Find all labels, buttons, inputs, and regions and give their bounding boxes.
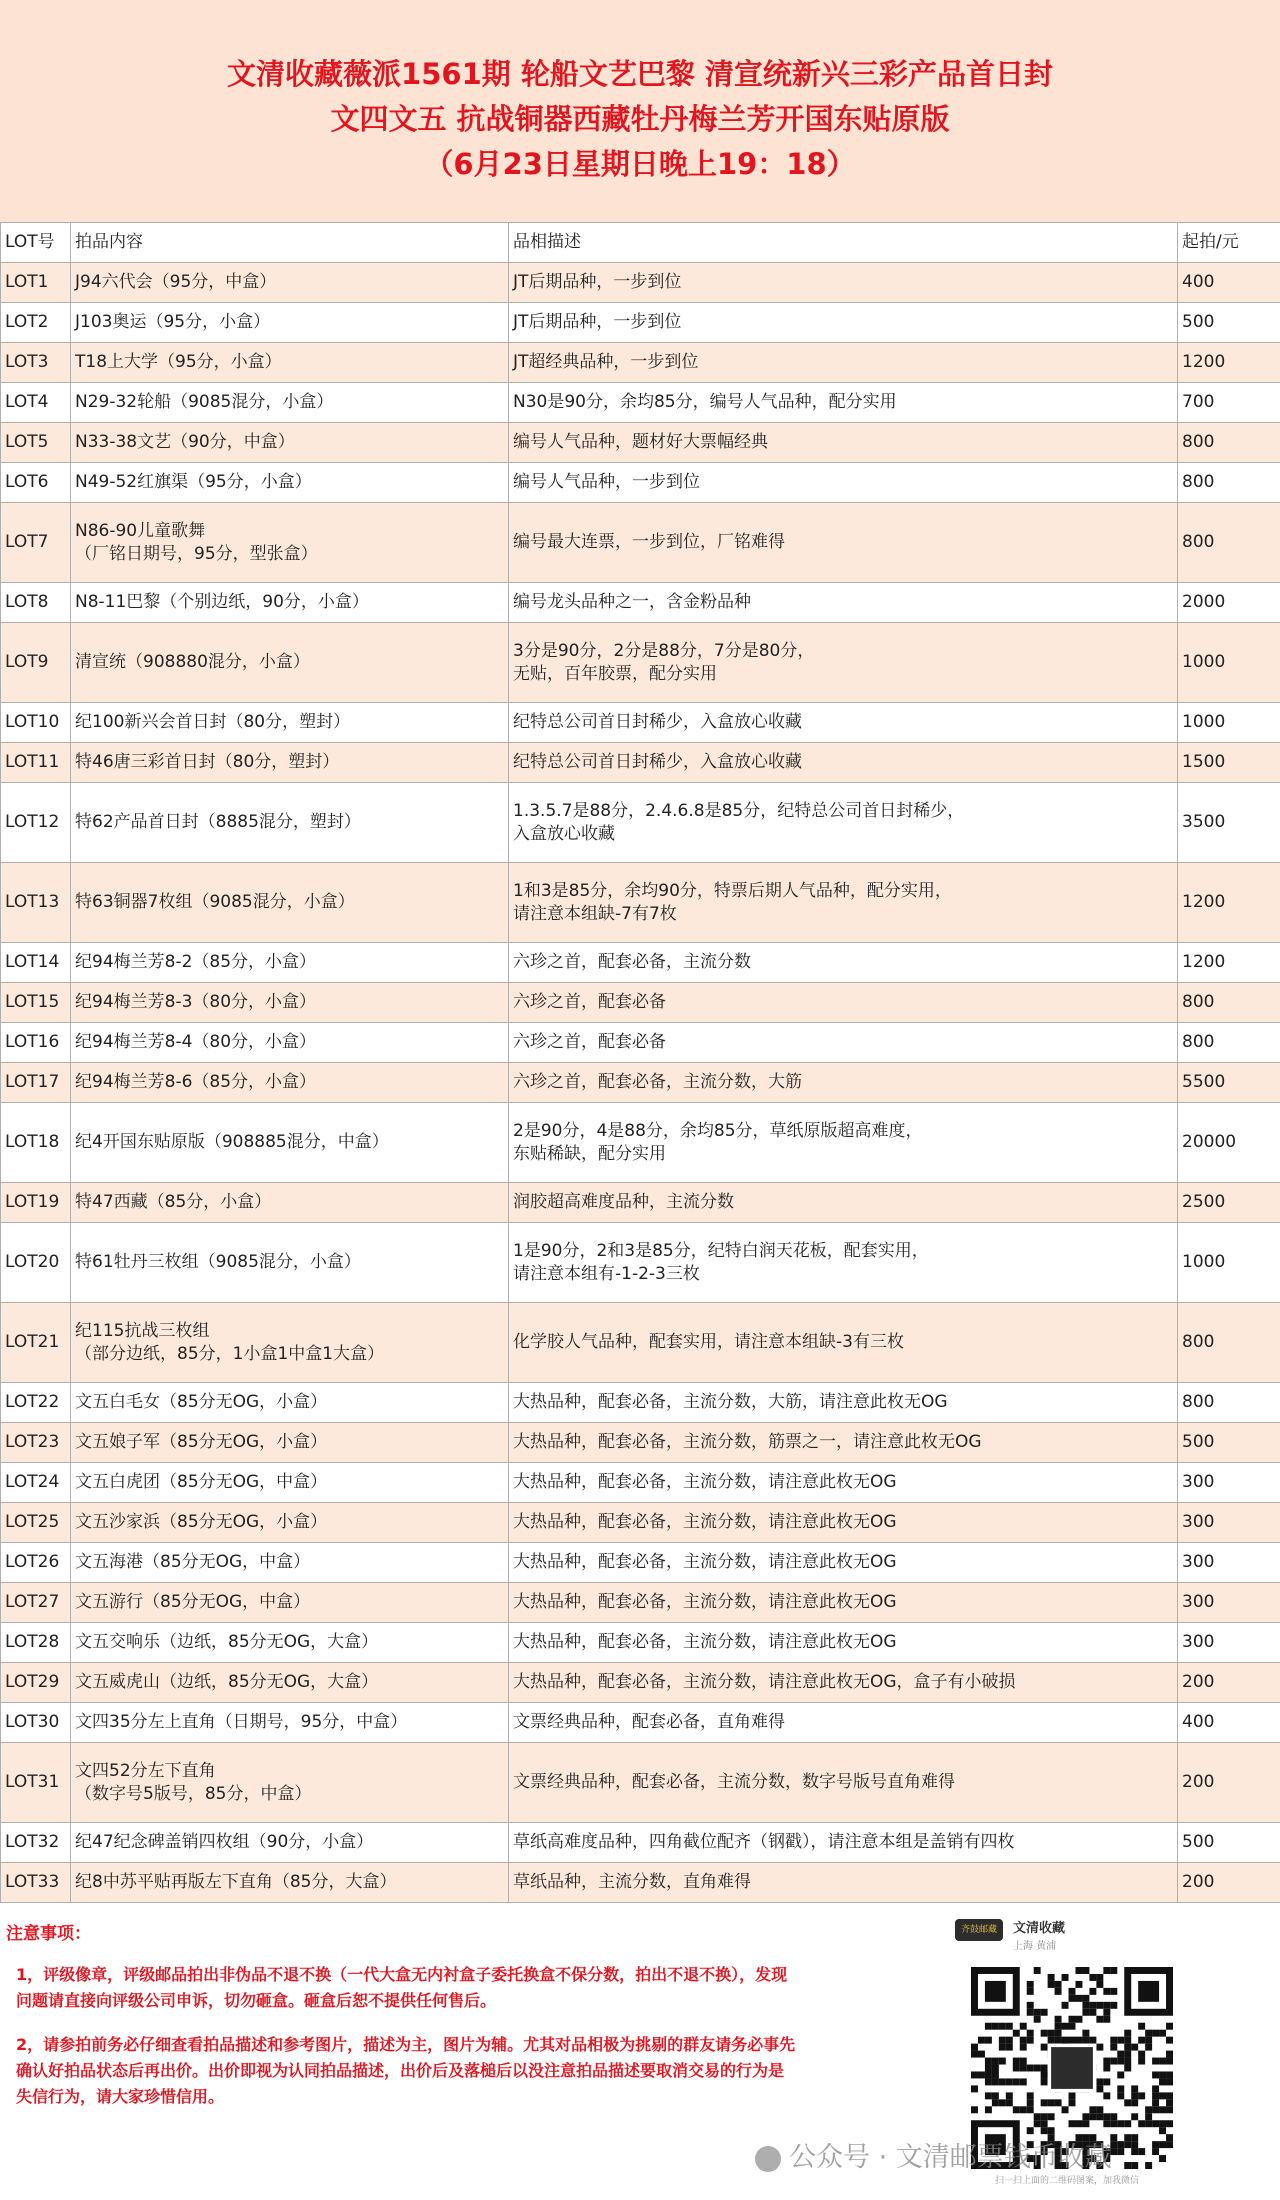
notes-item-2: 2，请参拍前务必仔细查看拍品描述和参考图片，描述为主，图片为辅。尤其对品相极为挑剔的群友请务必事先确认好拍品状态后再出价。出价即视为认同拍品描述，出价后及落槌后以没注意拍品描述要取消交易的行为是失信行为，请大家珍惜信用。 — [16, 2035, 796, 2106]
col-header-desc: 品相描述 — [509, 223, 1178, 263]
cell-lot: LOT25 — [1, 1503, 71, 1543]
table-row — [1, 703, 1280, 743]
cell-lot: LOT8 — [1, 583, 71, 623]
cell-price: 1000 — [1178, 703, 1280, 743]
cell-lot: LOT13 — [1, 863, 71, 943]
cell-desc: 草纸高难度品种，四角截位配齐（钢戳），请注意本组是盖销有四枚 — [509, 1823, 1178, 1863]
cell-desc: 1是90分，2和3是85分，纪特白润天花板，配套实用， 请注意本组有-1-2-3三枚 — [509, 1223, 1178, 1303]
table-row — [1, 943, 1280, 983]
cell-desc: 润胶超高难度品种，主流分数 — [509, 1183, 1178, 1223]
cell-lot: LOT32 — [1, 1823, 71, 1863]
auction-table — [0, 222, 1280, 1903]
cell-price: 20000 — [1178, 1103, 1280, 1183]
cell-price: 1000 — [1178, 623, 1280, 703]
cell-desc: 六珍之首，配套必备 — [509, 983, 1178, 1023]
cell-desc: 大热品种，配套必备，主流分数，请注意此枚无OG — [509, 1583, 1178, 1623]
cell-price: 800 — [1178, 463, 1280, 503]
cell-item: 特63铜器7枚组（9085混分，小盒） — [71, 863, 509, 943]
cell-lot: LOT3 — [1, 343, 71, 383]
table-row — [1, 503, 1280, 583]
cell-item: N8-11巴黎（个别边纸，90分，小盒） — [71, 583, 509, 623]
table-row — [1, 1743, 1280, 1823]
qr-account-name: 文清收藏 — [1013, 1921, 1066, 1936]
cell-desc: 1.3.5.7是88分，2.4.6.8是85分，纪特总公司首日封稀少， 入盒放心收藏 — [509, 783, 1178, 863]
cell-desc: 草纸品种，主流分数，直角难得 — [509, 1863, 1178, 1903]
cell-item: 文五交响乐（边纸，85分无OG，大盒） — [71, 1623, 509, 1663]
table-row — [1, 983, 1280, 1023]
cell-lot: LOT27 — [1, 1583, 71, 1623]
qr-hint: 扫一扫上面的二维码图案，加我微信 — [995, 2176, 1140, 2186]
cell-item: 文四52分左下直角 （数字号5版号，85分，中盒） — [71, 1743, 509, 1823]
col-header-lot: LOT号 — [1, 223, 71, 263]
cell-price: 1000 — [1178, 1223, 1280, 1303]
table-row — [1, 1623, 1280, 1663]
cell-desc: 编号人气品种，一步到位 — [509, 463, 1178, 503]
cell-desc: 大热品种，配套必备，主流分数，大筋，请注意此枚无OG — [509, 1383, 1178, 1423]
cell-item: 纪47纪念碑盖销四枚组（90分，小盒） — [71, 1823, 509, 1863]
cell-price: 700 — [1178, 383, 1280, 423]
cell-item: 文五威虎山（边纸，85分无OG，大盒） — [71, 1663, 509, 1703]
cell-item: 纪8中苏平贴再版左下直角（85分，大盒） — [71, 1863, 509, 1903]
notes-item-1: 1，评级像章，评级邮品拍出非伪品不退不换（一代大盒无内衬盒子委托换盒不保分数，拍出不退不换），发现问题请直接向评级公司申诉，切勿砸盒。砸盒后恕不提供任何售后。 — [16, 1965, 788, 2010]
cell-desc: JT后期品种，一步到位 — [509, 263, 1178, 303]
cell-desc: 3分是90分，2分是88分，7分是80分， 无贴，百年胶票，配分实用 — [509, 623, 1178, 703]
watermark — [755, 2135, 1112, 2174]
cell-item: 文五白虎团（85分无OG，中盒） — [71, 1463, 509, 1503]
cell-desc: 编号龙头品种之一，含金粉品种 — [509, 583, 1178, 623]
table-row — [1, 1183, 1280, 1223]
cell-item: 文五沙家浜（85分无OG，小盒） — [71, 1503, 509, 1543]
cell-item: 纪94梅兰芳8-6（85分，小盒） — [71, 1063, 509, 1103]
cell-desc: 大热品种，配套必备，主流分数，请注意此枚无OG — [509, 1623, 1178, 1663]
cell-lot: LOT26 — [1, 1543, 71, 1583]
cell-item: 纪100新兴会首日封（80分，塑封） — [71, 703, 509, 743]
cell-price: 1200 — [1178, 343, 1280, 383]
cell-lot: LOT5 — [1, 423, 71, 463]
table-row — [1, 1583, 1280, 1623]
notes-title: 注意事项： — [6, 1924, 91, 1944]
cell-desc: 2是90分，4是88分，余均85分，草纸原版超高难度， 东贴稀缺，配分实用 — [509, 1103, 1178, 1183]
cell-lot: LOT23 — [1, 1423, 71, 1463]
cell-item: J103奥运（95分，小盒） — [71, 303, 509, 343]
cell-lot: LOT28 — [1, 1623, 71, 1663]
cell-desc: 编号人气品种，题材好大票幅经典 — [509, 423, 1178, 463]
cell-desc: 编号最大连票，一步到位，厂铭难得 — [509, 503, 1178, 583]
cell-price: 800 — [1178, 983, 1280, 1023]
page-header — [0, 0, 1280, 222]
cell-desc: 化学胶人气品种，配套实用，请注意本组缺-3有三枚 — [509, 1303, 1178, 1383]
cell-item: 文五游行（85分无OG，中盒） — [71, 1583, 509, 1623]
wechat-icon — [755, 2146, 781, 2172]
header-title-line-2: 文四文五 抗战铜器西藏牡丹梅兰芳开国东贴原版 — [330, 102, 950, 136]
cell-price: 200 — [1178, 1743, 1280, 1823]
cell-lot: LOT14 — [1, 943, 71, 983]
cell-lot: LOT7 — [1, 503, 71, 583]
cell-price: 300 — [1178, 1463, 1280, 1503]
table-row — [1, 1503, 1280, 1543]
cell-lot: LOT33 — [1, 1863, 71, 1903]
cell-price: 1200 — [1178, 943, 1280, 983]
cell-price: 1200 — [1178, 863, 1280, 943]
cell-price: 800 — [1178, 1303, 1280, 1383]
cell-desc: 大热品种，配套必备，主流分数，请注意此枚无OG — [509, 1543, 1178, 1583]
table-row — [1, 1463, 1280, 1503]
cell-item: N86-90儿童歌舞 （厂铭日期号，95分，型张盒） — [71, 503, 509, 583]
cell-lot: LOT2 — [1, 303, 71, 343]
cell-item: N49-52红旗渠（95分，小盒） — [71, 463, 509, 503]
cell-item: 纪94梅兰芳8-3（80分，小盒） — [71, 983, 509, 1023]
cell-price: 300 — [1178, 1623, 1280, 1663]
cell-item: 特47西藏（85分，小盒） — [71, 1183, 509, 1223]
table-row — [1, 1703, 1280, 1743]
cell-lot: LOT29 — [1, 1663, 71, 1703]
cell-item: N29-32轮船（9085混分，小盒） — [71, 383, 509, 423]
table-row — [1, 1663, 1280, 1703]
notes-section — [0, 1903, 1280, 2186]
cell-price: 800 — [1178, 423, 1280, 463]
cell-desc: 六珍之首，配套必备，主流分数 — [509, 943, 1178, 983]
cell-price: 300 — [1178, 1583, 1280, 1623]
table-row — [1, 1863, 1280, 1903]
cell-item: 特46唐三彩首日封（80分，塑封） — [71, 743, 509, 783]
cell-price: 500 — [1178, 1423, 1280, 1463]
table-row — [1, 1423, 1280, 1463]
cell-lot: LOT9 — [1, 623, 71, 703]
cell-desc: JT超经典品种，一步到位 — [509, 343, 1178, 383]
cell-lot: LOT17 — [1, 1063, 71, 1103]
cell-item: 文四35分左上直角（日期号，95分，中盒） — [71, 1703, 509, 1743]
cell-lot: LOT10 — [1, 703, 71, 743]
cell-price: 400 — [1178, 263, 1280, 303]
cell-item: 文五海港（85分无OG，中盒） — [71, 1543, 509, 1583]
col-header-item: 拍品内容 — [71, 223, 509, 263]
cell-item: N33-38文艺（90分，中盒） — [71, 423, 509, 463]
cell-price: 2000 — [1178, 583, 1280, 623]
cell-desc: 大热品种，配套必备，主流分数，请注意此枚无OG — [509, 1503, 1178, 1543]
cell-desc: 1和3是85分，余均90分，特票后期人气品种，配分实用， 请注意本组缺-7有7枚 — [509, 863, 1178, 943]
cell-price: 1500 — [1178, 743, 1280, 783]
watermark-text: 公众号 · 文清邮票钱币收藏 — [789, 2142, 1112, 2173]
table-row — [1, 1383, 1280, 1423]
cell-price: 200 — [1178, 1863, 1280, 1903]
cell-price: 500 — [1178, 1823, 1280, 1863]
cell-lot: LOT11 — [1, 743, 71, 783]
cell-desc: 六珍之首，配套必备 — [509, 1023, 1178, 1063]
cell-desc: 六珍之首，配套必备，主流分数，大筋 — [509, 1063, 1178, 1103]
col-header-price: 起拍/元 — [1178, 223, 1280, 263]
cell-item: 纪94梅兰芳8-2（85分，小盒） — [71, 943, 509, 983]
cell-desc: 纪特总公司首日封稀少，入盒放心收藏 — [509, 743, 1178, 783]
cell-price: 400 — [1178, 1703, 1280, 1743]
cell-desc: 纪特总公司首日封稀少，入盒放心收藏 — [509, 703, 1178, 743]
cell-item: 纪94梅兰芳8-4（80分，小盒） — [71, 1023, 509, 1063]
table-row — [1, 263, 1280, 303]
table-row — [1, 1103, 1280, 1183]
cell-item: 纪115抗战三枚组 （部分边纸，85分，1小盒1中盒1大盒） — [71, 1303, 509, 1383]
cell-item: J94六代会（95分，中盒） — [71, 263, 509, 303]
table-row — [1, 863, 1280, 943]
cell-price: 2500 — [1178, 1183, 1280, 1223]
table-row — [1, 1823, 1280, 1863]
cell-desc: JT后期品种，一步到位 — [509, 303, 1178, 343]
brand-logo: 齐鼓邮藏 — [955, 1919, 1003, 1941]
cell-lot: LOT15 — [1, 983, 71, 1023]
table-row — [1, 623, 1280, 703]
table-row — [1, 743, 1280, 783]
cell-lot: LOT6 — [1, 463, 71, 503]
cell-lot: LOT12 — [1, 783, 71, 863]
cell-lot: LOT24 — [1, 1463, 71, 1503]
table-row — [1, 583, 1280, 623]
table-row — [1, 1303, 1280, 1383]
cell-item: 特62产品首日封（8885混分，塑封） — [71, 783, 509, 863]
cell-lot: LOT18 — [1, 1103, 71, 1183]
cell-item: 纪4开国东贴原版（908885混分，中盒） — [71, 1103, 509, 1183]
table-row — [1, 303, 1280, 343]
cell-price: 300 — [1178, 1503, 1280, 1543]
cell-desc: 大热品种，配套必备，主流分数，筋票之一，请注意此枚无OG — [509, 1423, 1178, 1463]
cell-desc: 文票经典品种，配套必备，主流分数，数字号版号直角难得 — [509, 1743, 1178, 1823]
header-date-line: （6月23日星期日晚上19：18） — [424, 147, 856, 181]
cell-lot: LOT30 — [1, 1703, 71, 1743]
table-row — [1, 463, 1280, 503]
table-row — [1, 1063, 1280, 1103]
cell-lot: LOT19 — [1, 1183, 71, 1223]
cell-price: 3500 — [1178, 783, 1280, 863]
cell-item: 清宣统（908880混分，小盒） — [71, 623, 509, 703]
cell-lot: LOT21 — [1, 1303, 71, 1383]
cell-lot: LOT31 — [1, 1743, 71, 1823]
table-row — [1, 783, 1280, 863]
header-title-line-1: 文清收藏薇派1561期 轮船文艺巴黎 清宣统新兴三彩产品首日封 — [227, 57, 1053, 91]
qr-location: 上海 黄浦 — [1013, 1941, 1057, 1952]
cell-desc: 大热品种，配套必备，主流分数，请注意此枚无OG，盒子有小破损 — [509, 1663, 1178, 1703]
cell-price: 300 — [1178, 1543, 1280, 1583]
cell-desc: 大热品种，配套必备，主流分数，请注意此枚无OG — [509, 1463, 1178, 1503]
cell-price: 5500 — [1178, 1063, 1280, 1103]
table-row — [1, 343, 1280, 383]
cell-item: 文五娘子军（85分无OG，小盒） — [71, 1423, 509, 1463]
cell-desc: N30是90分，余均85分，编号人气品种，配分实用 — [509, 383, 1178, 423]
cell-price: 800 — [1178, 1383, 1280, 1423]
cell-lot: LOT4 — [1, 383, 71, 423]
table-header-row — [1, 223, 1280, 263]
table-row — [1, 1023, 1280, 1063]
table-row — [1, 1543, 1280, 1583]
cell-price: 800 — [1178, 1023, 1280, 1063]
table-row — [1, 383, 1280, 423]
cell-item: 特61牡丹三枚组（9085混分，小盒） — [71, 1223, 509, 1303]
cell-price: 800 — [1178, 503, 1280, 583]
cell-item: 文五白毛女（85分无OG，小盒） — [71, 1383, 509, 1423]
cell-price: 500 — [1178, 303, 1280, 343]
table-row — [1, 423, 1280, 463]
cell-price: 200 — [1178, 1663, 1280, 1703]
cell-desc: 文票经典品种，配套必备，直角难得 — [509, 1703, 1178, 1743]
cell-lot: LOT1 — [1, 263, 71, 303]
cell-lot: LOT16 — [1, 1023, 71, 1063]
cell-lot: LOT22 — [1, 1383, 71, 1423]
table-row — [1, 1223, 1280, 1303]
cell-lot: LOT20 — [1, 1223, 71, 1303]
cell-item: T18上大学（95分，小盒） — [71, 343, 509, 383]
